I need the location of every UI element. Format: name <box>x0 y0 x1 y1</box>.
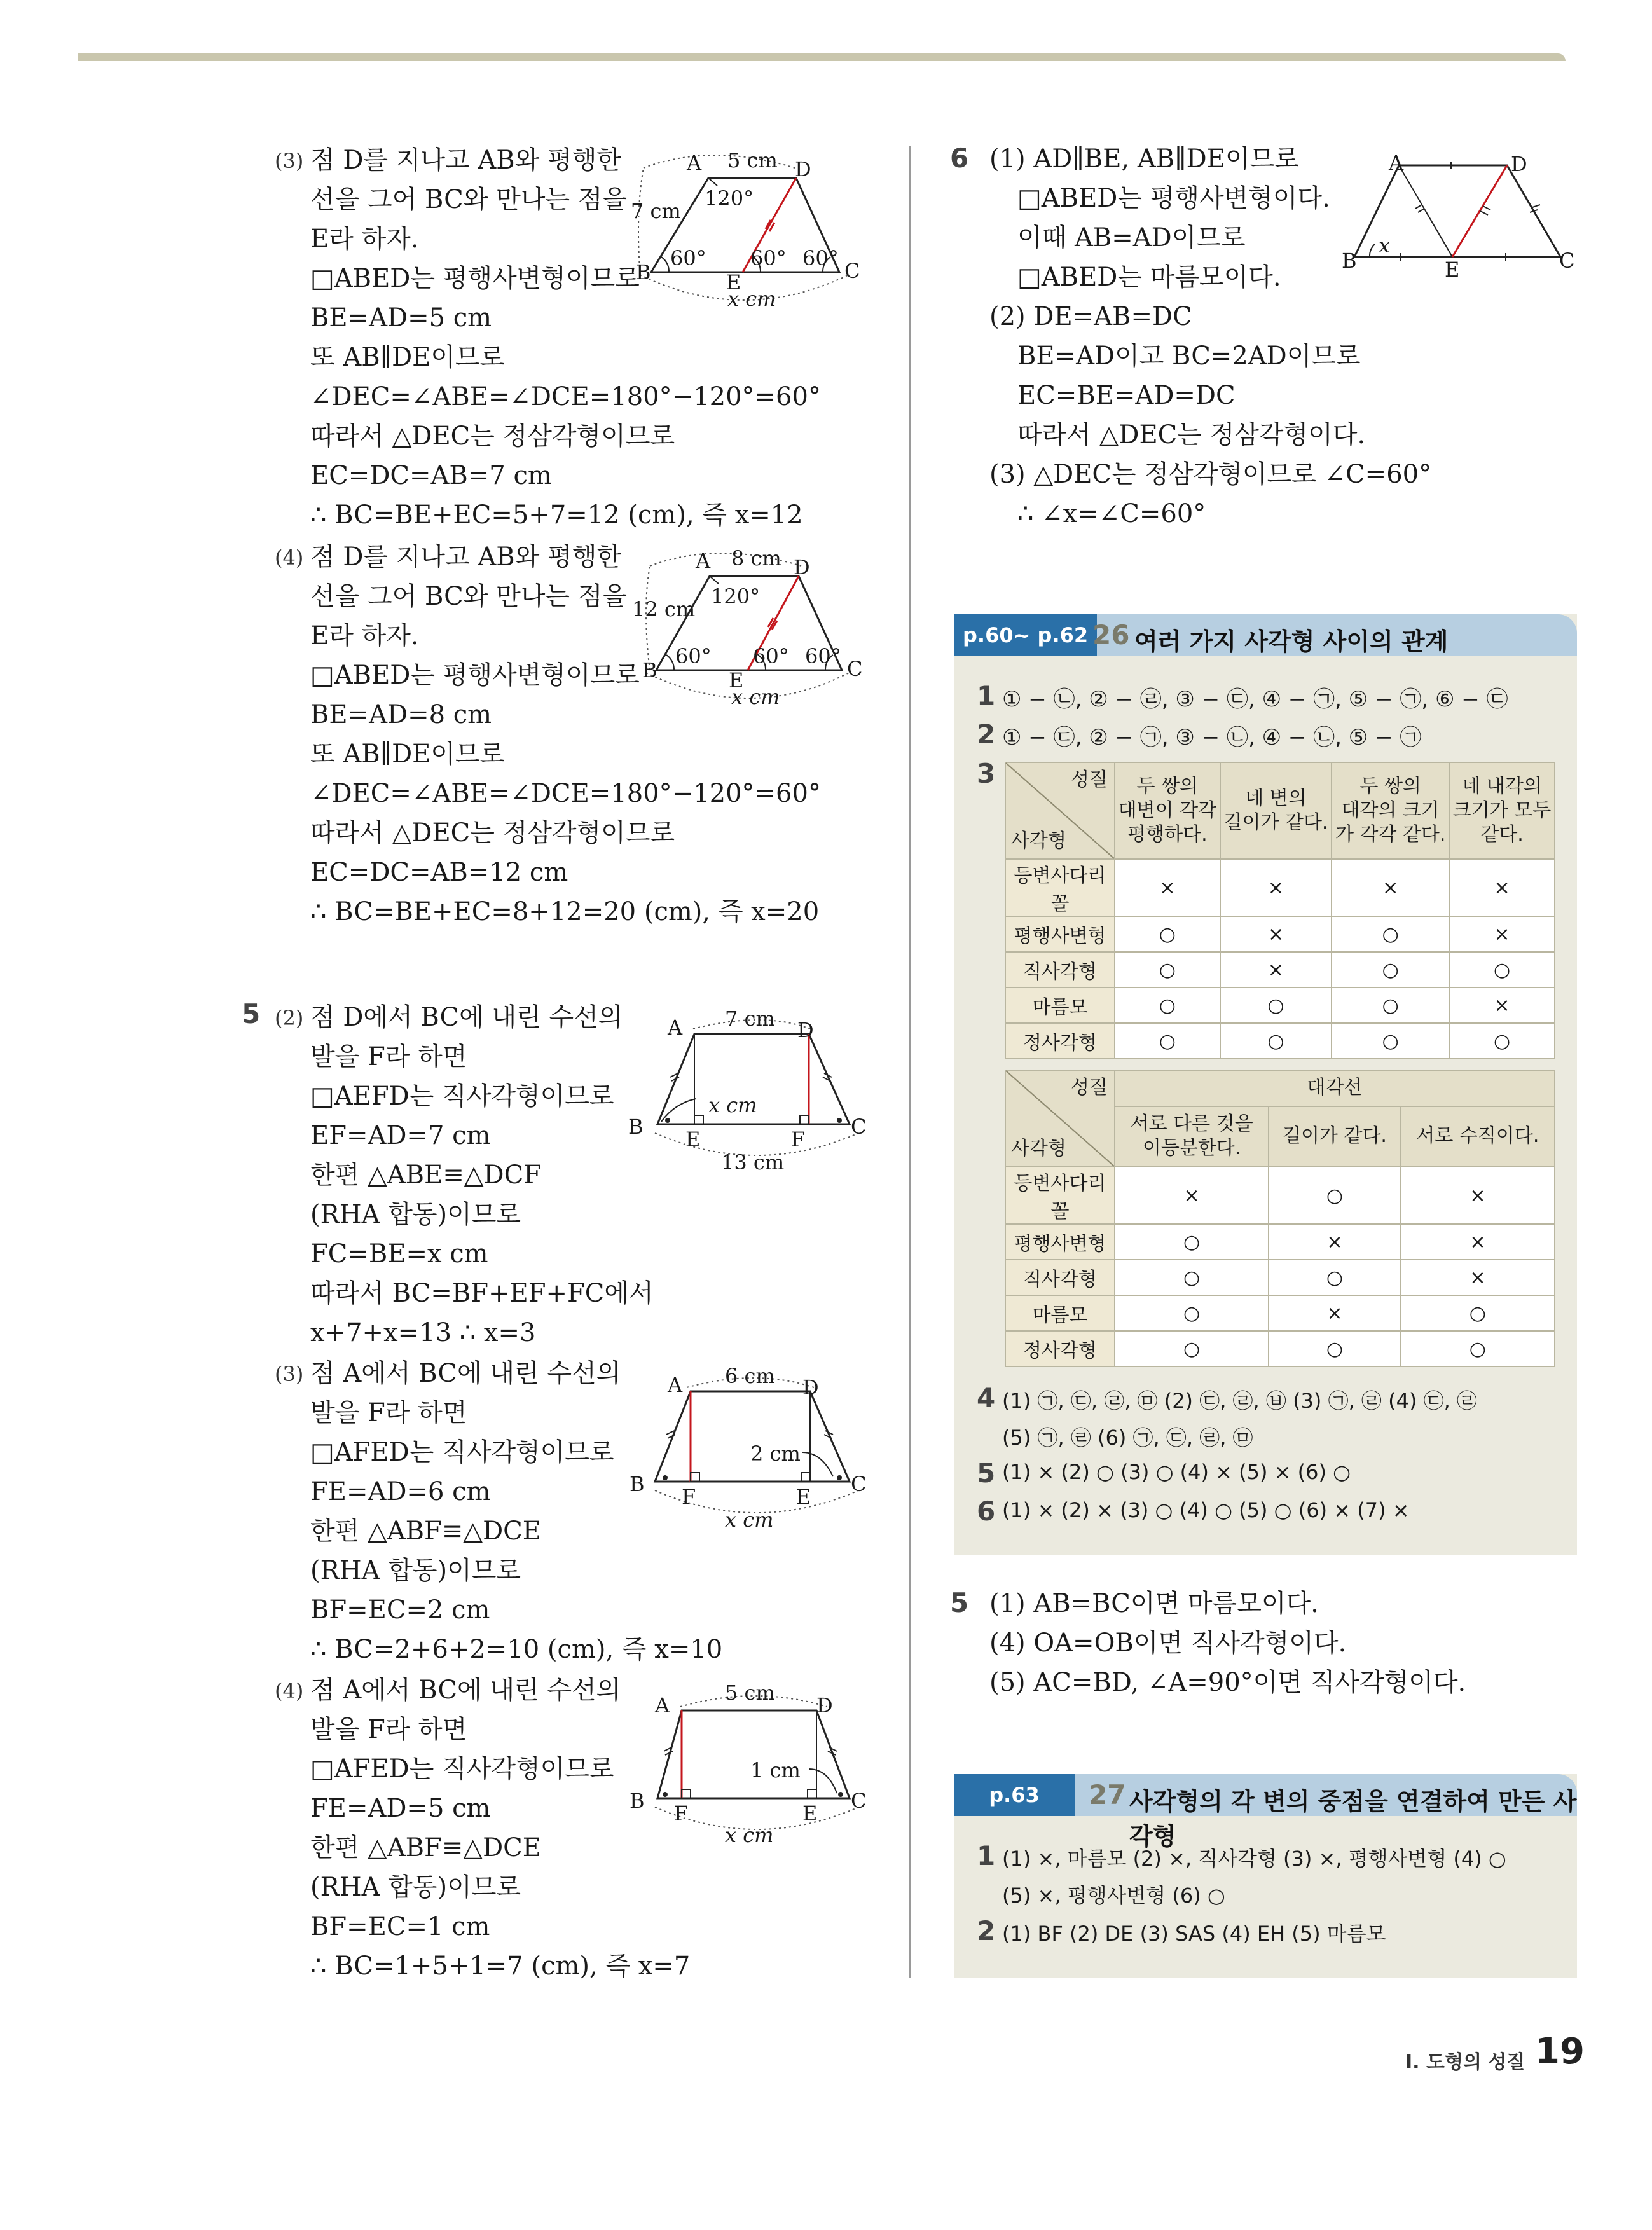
vertex-E: E <box>1445 258 1460 282</box>
vertex-E: E <box>726 270 741 294</box>
question-number: 5 <box>242 998 261 1029</box>
angle-label: 60° <box>802 246 839 270</box>
answer-number: 1 <box>977 680 996 712</box>
vertex-A: A <box>668 1373 683 1397</box>
text-line: ∴ BC=1+5+1=7 (cm), 즉 x=7 <box>310 1951 691 1981</box>
angle-label: 60° <box>670 246 706 270</box>
text-line: ∠DEC=∠ABE=∠DCE=180°−120°=60° <box>310 382 821 411</box>
text-line: BE=AD이고 BC=2AD이므로 <box>1017 341 1361 371</box>
text-line: EC=BE=AD=DC <box>1017 381 1236 410</box>
text-line: (2) DE=AB=DC <box>989 302 1192 331</box>
vertex-C: C <box>844 259 860 283</box>
sub-label: (3) <box>275 149 304 173</box>
vertex-E: E <box>685 1127 701 1152</box>
answer-number: 3 <box>977 758 996 789</box>
text-line: E라 하자. <box>310 224 419 254</box>
vertex-F: F <box>682 1485 696 1509</box>
column-header: 서로 다른 것을 이등분한다. <box>1115 1106 1269 1167</box>
vertex-A: A <box>668 1015 683 1040</box>
length-bottom: x cm <box>731 685 780 709</box>
text-line: □AFED는 직사각형이므로 <box>310 1754 614 1784</box>
vertex-E: E <box>729 668 744 692</box>
table-row: 평행사변형 ○ × × <box>1005 1224 1555 1260</box>
section-26-title: 여러 가지 사각형 사이의 관계 <box>1134 628 1449 656</box>
text-line: E라 하자. <box>310 621 419 650</box>
length-bottom: x cm <box>725 1823 774 1847</box>
text-line: 점 A에서 BC에 내린 수선의 <box>310 1676 621 1705</box>
vertex-D: D <box>802 1375 819 1400</box>
answer-number: 2 <box>977 1915 996 1946</box>
text-line: □ABED는 평행사변형이므로 <box>310 264 640 293</box>
vertex-E: E <box>796 1485 811 1509</box>
sub-label: (4) <box>275 546 304 570</box>
text-line: □AEFD는 직사각형이므로 <box>310 1082 614 1111</box>
group-header: 대각선 <box>1115 1070 1555 1106</box>
table-row: 정사각형 ○ ○ ○ ○ <box>1005 1023 1555 1059</box>
text-line: 따라서 △DEC는 정삼각형이므로 <box>310 818 675 848</box>
answer-number: 4 <box>977 1382 996 1414</box>
angle-label: 120° <box>711 584 761 609</box>
text-line: x+7+x=13 ∴ x=3 <box>310 1318 536 1347</box>
table-row: 직사각형 ○ × ○ ○ <box>1005 952 1555 988</box>
text-line: (4) OA=OB이면 직사각형이다. <box>989 1628 1347 1658</box>
answer-text: ① − ㉡, ② − ㉣, ③ − ㉢, ④ − ㉠, ⑤ − ㉠, ⑥ − ㉢ <box>1002 687 1508 712</box>
table-row: 마름모 ○ ○ ○ × <box>1005 988 1555 1023</box>
length-top: 6 cm <box>725 1364 775 1388</box>
length-side: 7 cm <box>631 199 681 223</box>
vertex-A: A <box>687 151 702 175</box>
vertex-B: B <box>630 1472 645 1496</box>
vertex-F: F <box>674 1801 689 1826</box>
text-line: BF=EC=1 cm <box>310 1912 490 1941</box>
text-line: BE=AD=8 cm <box>310 700 492 729</box>
text-line: FE=AD=6 cm <box>310 1477 491 1506</box>
text-line: □ABED는 마름모이다. <box>1017 263 1281 292</box>
text-line: 따라서 △DEC는 정삼각형이다. <box>1017 420 1366 450</box>
vertex-A: A <box>1389 151 1404 175</box>
text-line: 한편 △ABE≡△DCF <box>310 1160 541 1190</box>
text-line: (RHA 합동)이므로 <box>310 1200 521 1229</box>
table-row: 마름모 ○ × ○ <box>1005 1295 1555 1331</box>
length-top: 5 cm <box>725 1681 775 1705</box>
vertex-D: D <box>795 157 811 181</box>
length-top: 7 cm <box>725 1007 775 1031</box>
vertex-D: D <box>797 1018 814 1042</box>
column-header: 길이가 같다. <box>1269 1106 1401 1167</box>
vertex-D: D <box>794 555 810 579</box>
text-line: 한편 △ABF≡△DCE <box>310 1833 541 1862</box>
answer-number: 1 <box>977 1840 996 1871</box>
vertex-B: B <box>628 1115 644 1139</box>
section-27-page-tag: p.63 <box>954 1774 1075 1816</box>
answer-text: (1) × (2) × (3) ○ (4) ○ (5) ○ (6) × (7) × <box>1002 1498 1410 1522</box>
vertex-C: C <box>847 657 863 681</box>
vertex-C: C <box>1559 249 1575 273</box>
sub-label: (2) <box>275 1006 304 1030</box>
text-line: EF=AD=7 cm <box>310 1121 491 1150</box>
length-bottom: x cm <box>725 1508 774 1532</box>
text-line: ∴ BC=BE+EC=5+7=12 (cm), 즉 x=12 <box>310 500 803 530</box>
text-line: 한편 △ABF≡△DCE <box>310 1517 541 1546</box>
page-number: 19 <box>1535 2031 1585 2072</box>
table-corner <box>1005 762 1115 859</box>
text-line: ∴ BC=BE+EC=8+12=20 (cm), 즉 x=20 <box>310 897 820 926</box>
length-mid: 1 cm <box>750 1758 801 1782</box>
text-line: (RHA 합동)이므로 <box>310 1873 521 1902</box>
text-line: 또 AB∥DE이므로 <box>310 740 505 769</box>
table-corner <box>1005 1070 1115 1167</box>
corner-top-label: 성질 <box>1071 769 1108 791</box>
length-mid: x cm <box>708 1093 757 1117</box>
vertex-A: A <box>655 1693 670 1717</box>
text-line: □ABED는 평행사변형이므로 <box>310 661 640 690</box>
column-header: 네 내각의 크기가 모두 같다. <box>1449 762 1555 859</box>
text-line: FC=BE=x cm <box>310 1239 488 1269</box>
vertex-F: F <box>791 1127 806 1152</box>
vertex-A: A <box>696 549 711 573</box>
angle-label: 60° <box>675 644 712 668</box>
text-line: FE=AD=5 cm <box>310 1794 491 1823</box>
text-line: 따라서 BC=BF+EF+FC에서 <box>310 1279 654 1308</box>
text-line: (1) AB=BC이면 마름모이다. <box>989 1589 1319 1618</box>
section-27-title: 사각형의 각 변의 중점을 연결하여 만든 사각형 <box>1129 1787 1577 1850</box>
answer-text: (5) ×, 평행사변형 (6) ○ <box>1002 1883 1225 1908</box>
text-line: 점 D를 지나고 AB와 평행한 <box>310 146 621 175</box>
section-26-page-tag: p.60~ p.62 <box>954 614 1097 656</box>
answer-text: (1) ㉠, ㉢, ㉣, ㉤ (2) ㉢, ㉣, ㉥ (3) ㉠, ㉣ (4) ㉢, ㉣ <box>1002 1389 1477 1413</box>
column-header: 네 변의 길이가 같다. <box>1220 762 1332 859</box>
column-header: 서로 수직이다. <box>1401 1106 1555 1167</box>
table-row: 정사각형 ○ ○ ○ <box>1005 1331 1555 1366</box>
vertex-D: D <box>816 1693 833 1717</box>
text-line: 선을 그어 BC와 만나는 점을 <box>310 185 628 214</box>
length-side: 12 cm <box>632 597 696 621</box>
question-number: 6 <box>950 142 969 174</box>
text-line: (RHA 합동)이므로 <box>310 1556 521 1585</box>
vertex-C: C <box>851 1789 867 1813</box>
text-line: ∴ BC=2+6+2=10 (cm), 즉 x=10 <box>310 1635 723 1664</box>
vertex-B: B <box>642 658 657 682</box>
text-line: EC=DC=AB=7 cm <box>310 461 552 490</box>
corner-bottom-label: 사각형 <box>1011 1138 1066 1160</box>
text-line: 발을 F라 하면 <box>310 1398 467 1428</box>
text-line: 발을 F라 하면 <box>310 1715 467 1744</box>
text-line: EC=DC=AB=12 cm <box>310 858 568 887</box>
properties-table-diagonals <box>1005 1070 1555 1367</box>
vertex-C: C <box>851 1472 867 1496</box>
question-number: 5 <box>950 1587 969 1618</box>
vertex-D: D <box>1511 152 1527 176</box>
text-line: □ABED는 평행사변형이다. <box>1017 184 1330 213</box>
angle-x: x <box>1379 233 1391 258</box>
table-row: 직사각형 ○ ○ × <box>1005 1260 1555 1295</box>
answer-text: ① − ㉢, ② − ㉠, ③ − ㉡, ④ − ㉡, ⑤ − ㉠ <box>1002 725 1422 750</box>
text-line: ∠DEC=∠ABE=∠DCE=180°−120°=60° <box>310 779 821 808</box>
text-line: (3) △DEC는 정삼각형이므로 ∠C=60° <box>989 460 1432 489</box>
answer-text: (1) ×, 마름모 (2) ×, 직사각형 (3) ×, 평행사변형 (4) ○ <box>1002 1847 1506 1871</box>
column-divider <box>909 146 911 1978</box>
text-line: □AFED는 직사각형이므로 <box>310 1438 614 1467</box>
vertex-B: B <box>630 1789 645 1813</box>
length-top: 8 cm <box>731 546 781 570</box>
angle-label: 120° <box>705 186 754 210</box>
angle-label: 60° <box>750 246 787 270</box>
answer-number: 2 <box>977 719 996 750</box>
section-26-number: 26 <box>1092 619 1130 650</box>
corner-bottom-label: 사각형 <box>1011 830 1066 852</box>
angle-label: 60° <box>805 644 841 668</box>
properties-table-sides-angles <box>1005 762 1555 1059</box>
text-line: 점 D를 지나고 AB와 평행한 <box>310 542 621 572</box>
corner-top-label: 성질 <box>1071 1077 1108 1099</box>
vertex-C: C <box>851 1115 867 1139</box>
chapter-label: I. 도형의 성질 <box>1405 2051 1525 2074</box>
column-header: 두 쌍의 대변이 각각 평행하다. <box>1115 762 1220 859</box>
table-row: 평행사변형 ○ × ○ × <box>1005 916 1555 952</box>
text-line: 이때 AB=AD이므로 <box>1017 223 1246 252</box>
text-line: 또 AB∥DE이므로 <box>310 343 505 372</box>
top-rule <box>78 53 1566 61</box>
sub-label: (4) <box>275 1679 304 1703</box>
section-27-panel <box>954 1774 1577 1978</box>
text-line: 점 D에서 BC에 내린 수선의 <box>310 1003 623 1032</box>
table-row: 등변사다리꼴 × × × × <box>1005 859 1555 916</box>
answer-number: 5 <box>977 1457 996 1489</box>
table-row: 등변사다리꼴 × ○ × <box>1005 1167 1555 1224</box>
vertex-B: B <box>636 260 651 284</box>
text-line: (1) AD∥BE, AB∥DE이므로 <box>989 144 1299 174</box>
length-bottom: 13 cm <box>721 1150 785 1174</box>
text-line: 발을 F라 하면 <box>310 1042 467 1071</box>
sub-label: (3) <box>275 1362 304 1386</box>
column-header: 두 쌍의 대각의 크기 가 각각 같다. <box>1332 762 1449 859</box>
text-line: ∴ ∠x=∠C=60° <box>1017 499 1206 528</box>
answer-number: 6 <box>977 1496 996 1527</box>
length-bottom: x cm <box>727 287 776 311</box>
section-27-number: 27 <box>1089 1779 1126 1810</box>
length-top: 5 cm <box>727 148 778 172</box>
text-line: 점 A에서 BC에 내린 수선의 <box>310 1359 621 1388</box>
text-line: 따라서 △DEC는 정삼각형이므로 <box>310 422 675 451</box>
answer-text: (5) ㉠, ㉣ (6) ㉠, ㉢, ㉣, ㉤ <box>1002 1426 1253 1450</box>
answer-text: (1) BF (2) DE (3) SAS (4) EH (5) 마름모 <box>1002 1922 1386 1946</box>
text-line: 선을 그어 BC와 만나는 점을 <box>310 582 628 611</box>
text-line: BE=AD=5 cm <box>310 303 492 333</box>
vertex-B: B <box>1342 249 1357 273</box>
text-line: (5) AC=BD, ∠A=90°이면 직사각형이다. <box>989 1668 1466 1697</box>
text-line: BF=EC=2 cm <box>310 1595 490 1625</box>
section-26-panel <box>954 614 1577 1555</box>
length-mid: 2 cm <box>750 1442 801 1466</box>
vertex-E: E <box>802 1801 818 1826</box>
answer-text: (1) × (2) ○ (3) ○ (4) × (5) × (6) ○ <box>1002 1460 1351 1484</box>
angle-label: 60° <box>753 644 789 668</box>
